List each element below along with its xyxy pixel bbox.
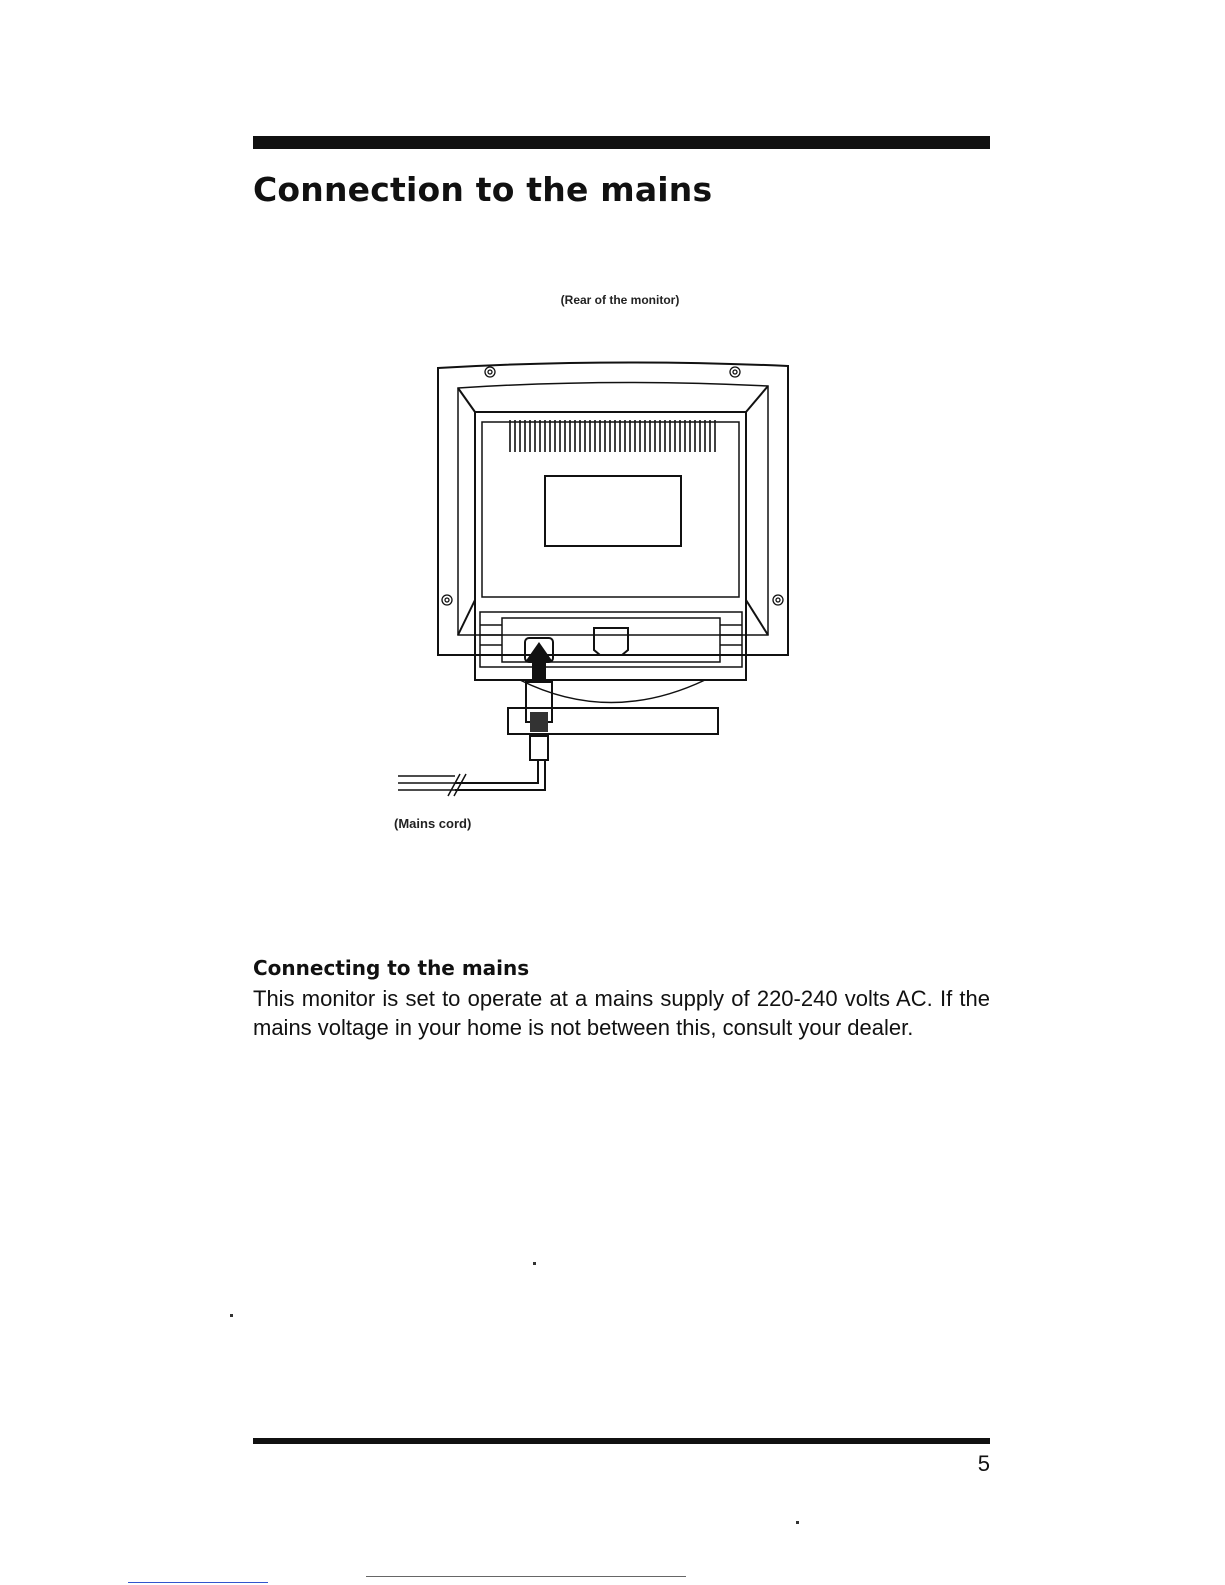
figure-caption-rear: (Rear of the monitor) [560, 293, 680, 307]
monitor-rear-illustration [380, 350, 810, 800]
scan-speck [796, 1521, 799, 1524]
scan-speck [230, 1314, 233, 1317]
figure-caption-cord: (Mains cord) [394, 816, 472, 831]
scan-speck [533, 1262, 536, 1265]
page-title: Connection to the mains [253, 170, 713, 209]
page-number: 5 [977, 1451, 990, 1476]
section-heading: Connecting to the mains [253, 956, 530, 980]
header-rule [253, 136, 990, 149]
section-body: This monitor is set to operate at a mains supply of 220-240 volts AC. If the mains voltage in your home is not between this, consult your dealer. [253, 986, 990, 1040]
scan-speck [366, 1576, 686, 1577]
scan-speck [128, 1582, 268, 1583]
footer-rule [253, 1438, 990, 1444]
